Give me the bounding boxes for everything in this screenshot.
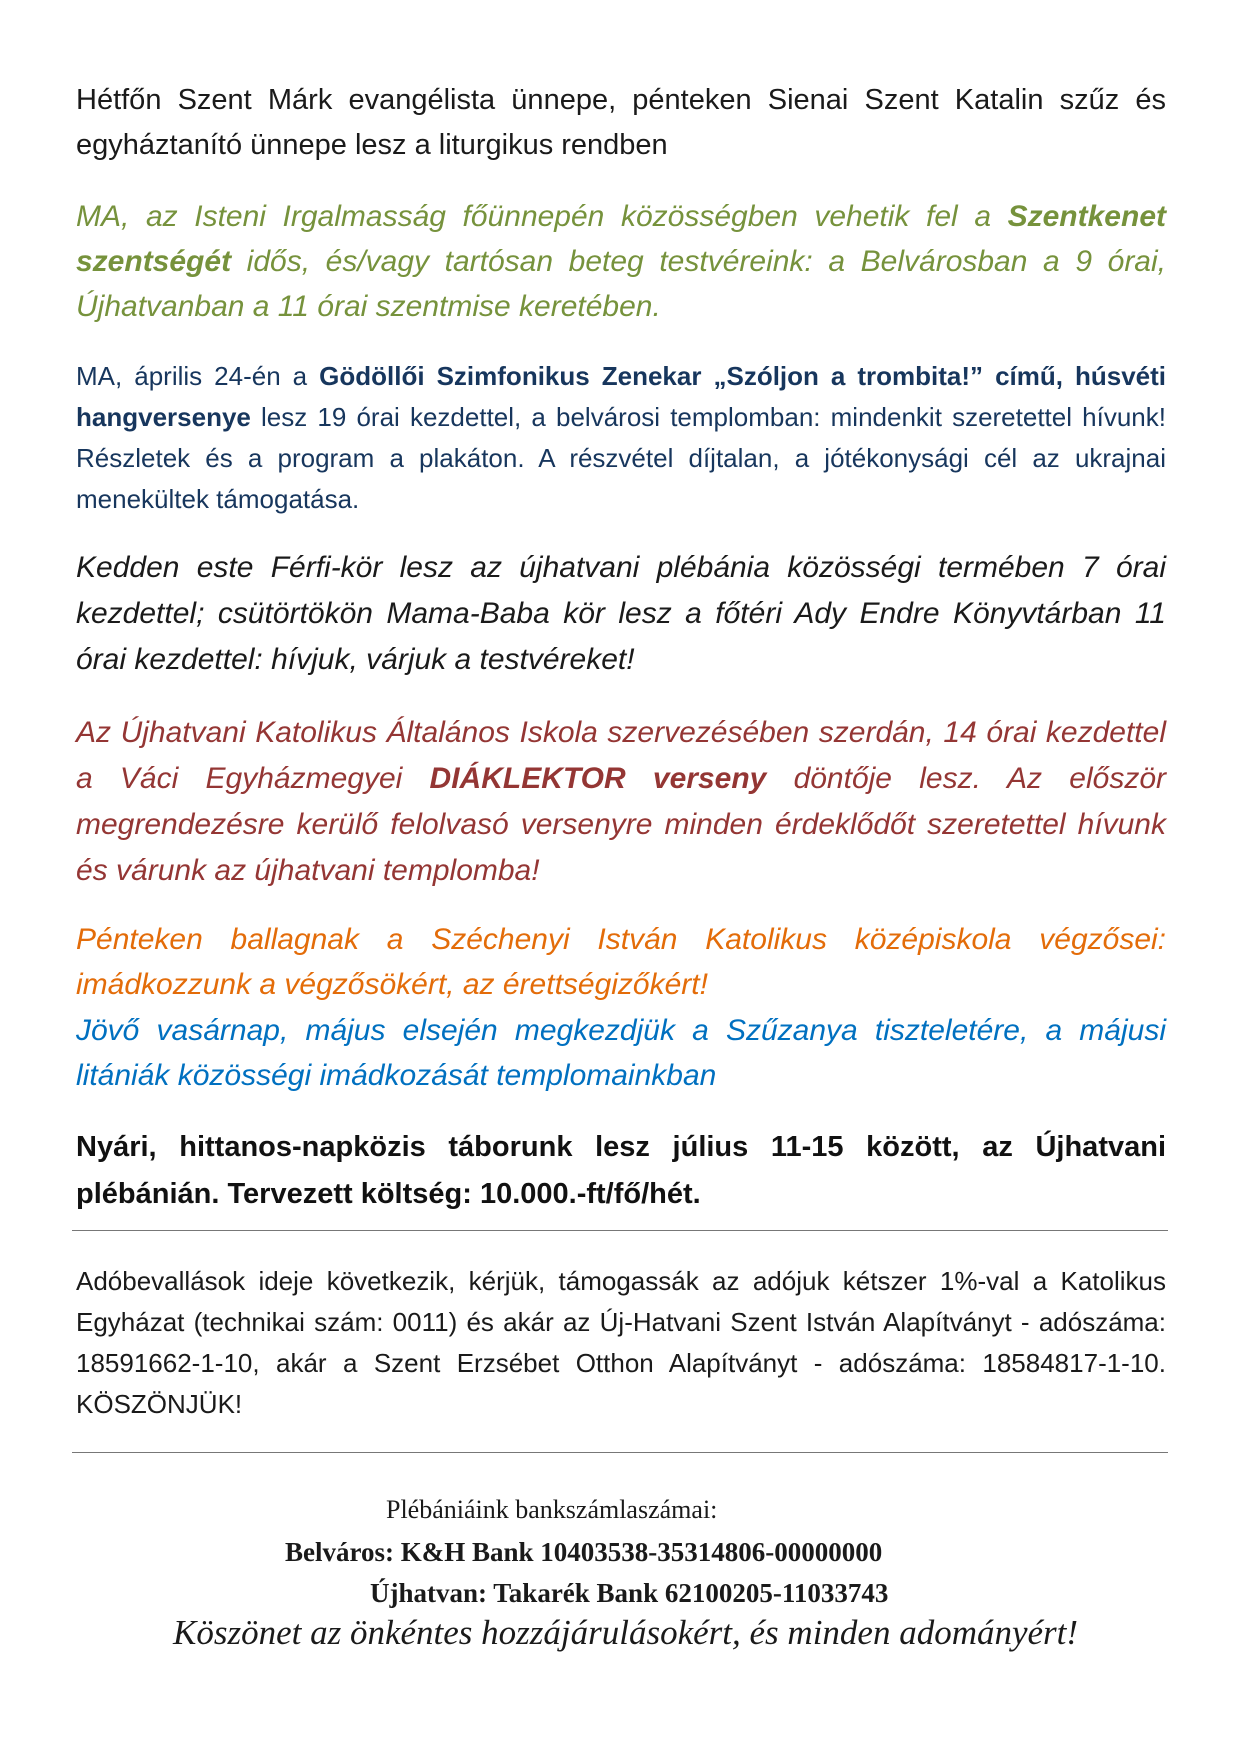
contest-text-end: döntője lesz. Az először megrendezésre kerülő felolvasó versenyre minden érdeklődőt szeretettel hívunk és várunk az újhatvani templomba! bbox=[76, 762, 1166, 887]
contest-text-start: Az Újhatvani Katolikus Általános Iskola szervezésében szerdán, 14 órai kezdettel a Váci Egyházmegyei bbox=[76, 716, 1166, 795]
may-litany-paragraph: Jövő vasárnap, május elsején megkezdjük a Szűzanya tiszteletére, a májusi litániák közösségi imádkozását templomainkban bbox=[76, 1014, 1166, 1092]
contest-highlight: DIÁKLEKTOR verseny bbox=[429, 762, 767, 795]
concert-text-end: lesz 19 órai kezdettel, a belvárosi templomban: mindenkit szeretettel hívunk! Részletek és a program a plakáton. A részvétel díjtalan, a jótékonysági cél az ukrajnai menekültek támogatása. bbox=[76, 402, 1166, 514]
concert-highlight: Gödöllői Szimfonikus Zenekar „Szóljon a trombita!” című, húsvéti hangversenye bbox=[76, 361, 1167, 432]
anointing-highlight: Szentkenet szentségét bbox=[76, 200, 1166, 278]
divider-bottom bbox=[72, 1452, 1168, 1453]
concert-paragraph bbox=[76, 356, 1166, 520]
anointing-text-end: idős, és/vagy tartósan beteg testvéreink: a Belvárosban a 9 órai, Újhatvanban a 11 órai szentmise keretében. bbox=[76, 245, 1166, 323]
anointing-sacrament-paragraph bbox=[76, 194, 1166, 329]
thanks-note: Köszönet az önkéntes hozzájárulásokért, és minden adományért! bbox=[173, 1613, 1079, 1652]
bank-account-ujhatvan: Újhatvan: Takarék Bank 62100205-11033743 bbox=[370, 1578, 889, 1608]
bank-account-belvaros: Belváros: K&H Bank 10403538-35314806-00000000 bbox=[285, 1537, 883, 1567]
anointing-text-start: MA, az Isteni Irgalmasság főünnepén közösségben vehetik fel a bbox=[76, 200, 1008, 233]
groups-paragraph: Kedden este Férfi-kör lesz az újhatvani plébánia közösségi termében 7 órai kezdettel; csütörtökön Mama-Baba kör lesz a főtéri Ady Endre Könyvtárban 11 órai kezdettel: hívjuk, várjuk a testvéreket! bbox=[76, 551, 1166, 676]
reading-contest-paragraph bbox=[76, 710, 1166, 894]
tax-donation-paragraph: Adóbevallások ideje következik, kérjük, támogassák az adójuk kétszer 1%-val a Katolikus Egyházat (technikai szám: 0011) és akár az Új-Hatvani Szent István Alapítványt - adószáma: 18591662-1-10, akár a Szent Erzsébet Otthon Alapítványt - adószáma: 18584817-1-10. KÖSZÖNJÜK! bbox=[76, 1266, 1166, 1419]
divider-top bbox=[72, 1230, 1168, 1231]
graduation-paragraph: Pénteken ballagnak a Széchenyi István Katolikus középiskola végzősei: imádkozzunk a végzősökért, az érettségizőkért! bbox=[76, 923, 1166, 1001]
concert-text-start: MA, április 24-én a bbox=[76, 361, 320, 391]
summer-camp-paragraph: Nyári, hittanos-napközis táborunk lesz július 11-15 között, az Újhatvani plébánián. Tervezett költség: 10.000.-ft/fő/hét. bbox=[76, 1131, 1166, 1210]
bank-accounts-title: Plébániáink bankszámlaszámai: bbox=[386, 1495, 718, 1524]
feast-days-paragraph: Hétfőn Szent Márk evangélista ünnepe, pénteken Sienai Szent Katalin szűz és egyháztanító ünnepe lesz a liturgikus rendben bbox=[76, 84, 1166, 161]
